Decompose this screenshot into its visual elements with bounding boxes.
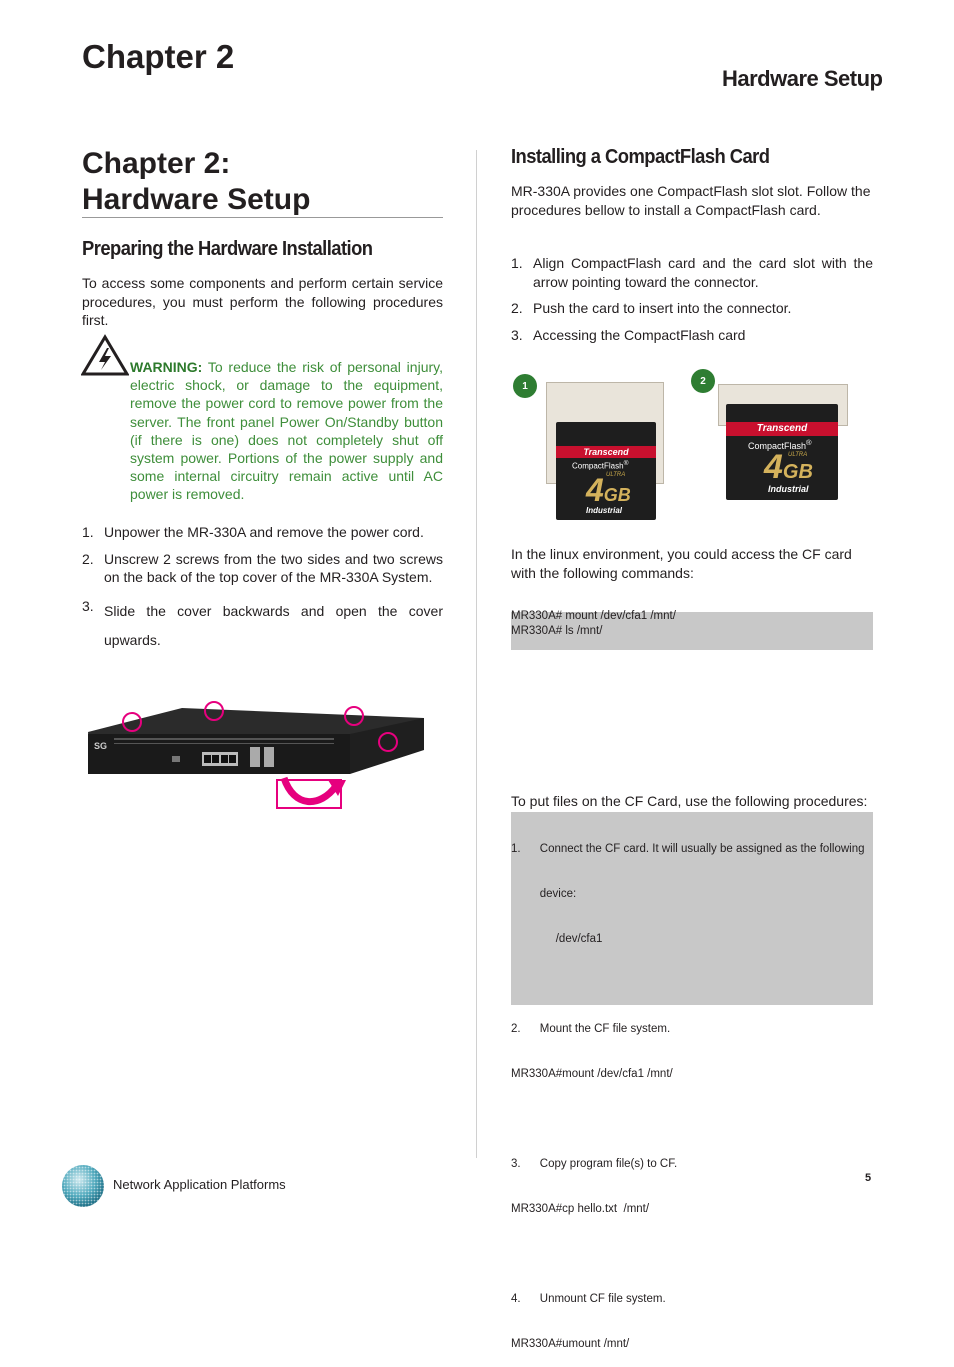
device-logo: SG [94, 741, 108, 751]
step-number: 2. [82, 550, 94, 567]
code-block-2 [511, 812, 873, 1350]
footer-text: Network Application Platforms [113, 1177, 286, 1192]
code-line: /dev/cfa1 [511, 933, 603, 945]
cf-card [726, 404, 838, 500]
card-grade: Industrial [586, 506, 623, 515]
card-capacity: 4GB [764, 448, 813, 486]
chapter-title-line1: Chapter 2: [82, 147, 231, 180]
card-brand: Transcend [556, 446, 656, 458]
list-item [82, 597, 443, 655]
column-divider [476, 150, 477, 1158]
step-text: Align CompactFlash card and the card slot with the arrow pointing toward the connector. [533, 255, 873, 290]
code-line: MR330A#cp hello.txt /mnt/ [511, 1203, 650, 1215]
chapter-header: Chapter 2 [82, 38, 235, 75]
card-capacity: 4GB [586, 472, 631, 508]
prep-steps [82, 523, 443, 655]
cf-heading: Installing a CompactFlash Card [511, 146, 770, 168]
page-number: 5 [865, 1172, 872, 1184]
code-line: MR330A# mount /dev/cfa1 /mnt/ [511, 610, 676, 622]
step-number: 3. [82, 597, 94, 614]
cf-card-image-1 [546, 382, 662, 524]
prep-intro: To access some components and perform certain service procedures, you must perform the following procedures first. [82, 275, 443, 328]
code-line: 2. Mount the CF file system. [511, 1023, 671, 1035]
list-item [82, 550, 443, 587]
code-line: 3. Copy program file(s) to CF. [511, 1158, 678, 1170]
step-text: Push the card to insert into the connector. [533, 300, 792, 316]
code-line: 4. Unmount CF file system. [511, 1293, 666, 1305]
warning-text [130, 358, 443, 504]
section-header: Hardware Setup [722, 66, 883, 91]
list-item [511, 326, 873, 345]
step-number: 3. [511, 326, 523, 343]
prep-heading: Preparing the Hardware Installation [82, 238, 373, 260]
step-badge-1: 1 [513, 374, 537, 398]
globe-logo-icon [60, 1163, 106, 1209]
code-line: device: [511, 888, 577, 900]
code-block-1 [511, 612, 873, 650]
card-grade: Industrial [768, 484, 809, 494]
chapter-title-line2: Hardware Setup [82, 183, 311, 216]
step-text: Unscrew 2 screws from the two sides and two screws on the back of the top cover of the MR-330A System. [104, 550, 443, 585]
code-line: MR330A#umount /mnt/ [511, 1338, 630, 1350]
linux-intro: In the linux environment, you could access the CF card with the following commands: [511, 546, 852, 581]
step-text: Unpower the MR-330A and remove the power cord. [104, 524, 424, 540]
card-ultra: ULTRA [606, 472, 626, 478]
device-illustration [84, 700, 430, 812]
warning-label: WARNING: [130, 359, 203, 375]
title-rule [82, 217, 443, 218]
card-ultra: ULTRA [788, 452, 808, 458]
warning-body: To reduce the risk of personal injury, electric shock, or damage to the equipment, remove the power cord to remove power from the server. The front panel Power On/Standby button (if there is one) does not completely shut off system power. Portions of the power supply and some internal circuitry remain active until AC power is removed. [130, 359, 443, 503]
list-item [511, 254, 873, 291]
step-badge-2: 2 [691, 369, 715, 393]
put-files-intro: To put files on the CF Card, use the following procedures: [511, 793, 868, 809]
code-line: MR330A# ls /mnt/ [511, 625, 603, 637]
card-product: CompactFlash® [748, 438, 812, 451]
cf-card-image-2 [718, 384, 846, 500]
card-product: CompactFlash® [572, 460, 629, 471]
code-line [511, 1112, 873, 1127]
card-brand: Transcend [726, 422, 838, 436]
code-line: MR330A#mount /dev/cfa1 /mnt/ [511, 1068, 673, 1080]
warning-icon [81, 334, 129, 376]
code-line [511, 977, 873, 992]
step-number: 1. [511, 255, 523, 271]
step-number: 1. [82, 524, 94, 540]
cf-card [556, 422, 656, 520]
list-item [511, 299, 873, 318]
cf-steps [511, 254, 873, 344]
code-line: 1. Connect the CF card. It will usually be assigned as the following [511, 843, 865, 855]
step-text: Slide the cover backwards and open the cover upwards. [104, 602, 443, 648]
code-line [511, 1247, 873, 1262]
step-text: Accessing the CompactFlash card [533, 326, 746, 343]
step-number: 2. [511, 300, 523, 316]
cf-intro: MR-330A provides one CompactFlash slot slot. Follow the procedures bellow to install a CompactFlash card. [511, 183, 871, 218]
chapter-title [82, 146, 310, 218]
list-item [82, 523, 443, 542]
